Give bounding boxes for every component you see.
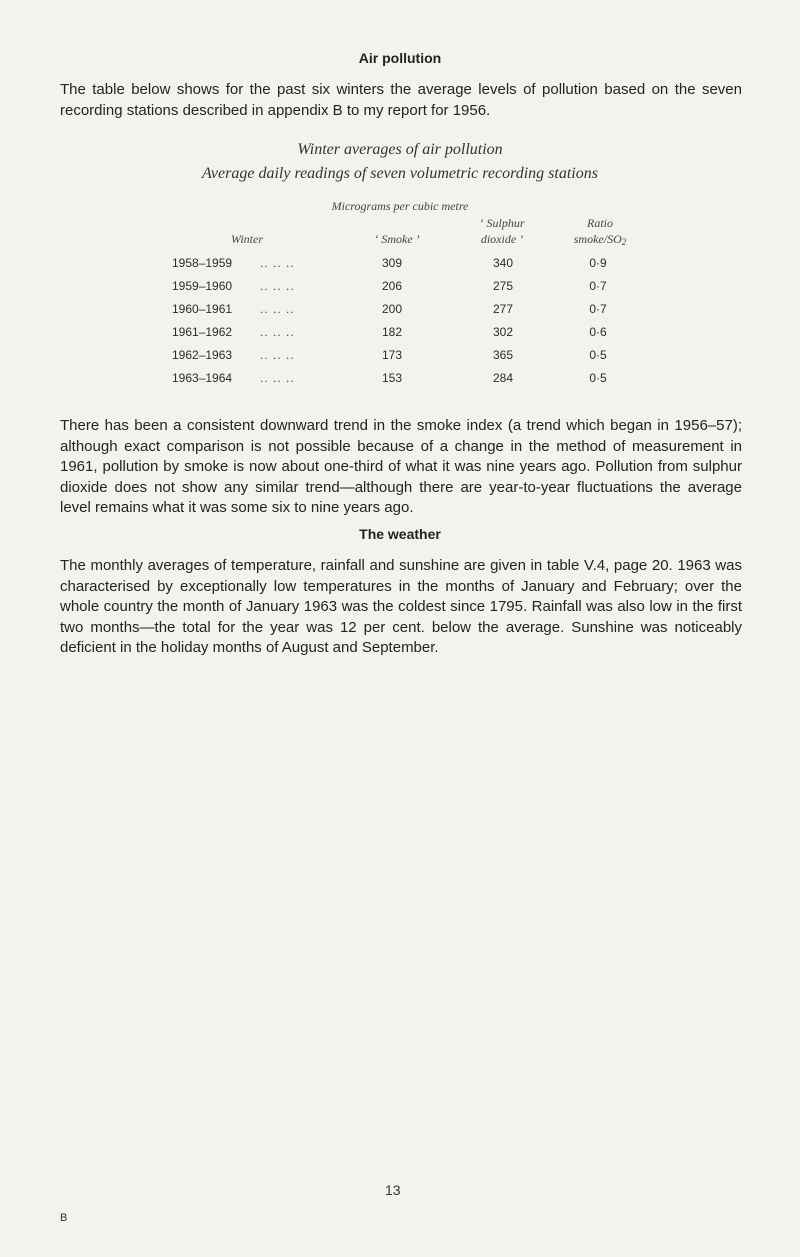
leader-dots: .. .. ..: [260, 256, 295, 270]
leader-dots: .. .. ..: [260, 348, 295, 362]
col-header-sulphur: [462, 215, 542, 247]
col-header-ratio-text: smoke/SO: [573, 232, 622, 246]
air-pollution-heading: Air pollution: [358, 50, 442, 66]
cell-so2: 275: [492, 279, 514, 293]
page-number: 13: [385, 1182, 401, 1198]
leader-dots: .. .. ..: [260, 302, 295, 316]
weather-heading: The weather: [359, 526, 441, 542]
col-header-smoke: ‘ Smoke ’: [374, 232, 420, 246]
cell-so2: 340: [492, 256, 514, 270]
table-subcaption: Average daily readings of seven volumetric recording stations: [202, 165, 598, 182]
col-header-sulphur-line1: ‘ Sulphur: [479, 216, 525, 230]
col-header-ratio-line1: Ratio: [587, 216, 613, 230]
cell-smoke: 309: [381, 256, 403, 270]
cell-winter: 1960–1961: [172, 302, 233, 316]
col-header-ratio-subscript: 2: [621, 237, 627, 247]
col-header-ratio-line2: [550, 231, 650, 250]
cell-winter: 1958–1959: [172, 256, 233, 270]
cell-winter: 1961–1962: [172, 325, 233, 339]
signature-mark: B: [60, 1212, 68, 1224]
cell-ratio: 0·5: [589, 371, 607, 385]
cell-smoke: 173: [381, 348, 403, 362]
cell-winter: 1962–1963: [172, 348, 233, 362]
cell-smoke: 153: [381, 371, 403, 385]
cell-smoke: 182: [381, 325, 403, 339]
leader-dots: .. .. ..: [260, 371, 295, 385]
cell-ratio: 0·6: [589, 325, 607, 339]
cell-winter: 1959–1960: [172, 279, 233, 293]
cell-ratio: 0·5: [589, 348, 607, 362]
col-header-ratio: [550, 215, 650, 250]
cell-ratio: 0·7: [589, 279, 607, 293]
intro-paragraph: The table below shows for the past six winters the average levels of pollution based on the seven recording stations described in appendix B to my report for 1956.: [60, 81, 742, 119]
leader-dots: .. .. ..: [260, 325, 295, 339]
cell-winter: 1963–1964: [172, 371, 233, 385]
leader-dots: .. .. ..: [260, 279, 295, 293]
cell-so2: 365: [492, 348, 514, 362]
weather-paragraph: The monthly averages of temperature, rainfall and sunshine are given in table V.4, page 20. 1963 was characterised by exceptionally low temperatures in the months of January and February; over the whole country the month of January 1963 was the coldest since 1795. Rainfall was also low in the first two months—the total for the year was 12 per cent. below the average. Sunshine was noticeably deficient in the holiday months of August and September.: [60, 557, 742, 656]
cell-ratio: 0·7: [589, 302, 607, 316]
cell-ratio: 0·9: [589, 256, 607, 270]
cell-so2: 277: [492, 302, 514, 316]
table-caption: Winter averages of air pollution: [297, 141, 503, 158]
cell-so2: 302: [492, 325, 514, 339]
table-units: Micrograms per cubic metre: [331, 199, 469, 213]
trend-paragraph: There has been a consistent downward trend in the smoke index (a trend which began in 1956–57); although exact comparison is not possible because of a change in the method of measurement in 1961, pollution by smoke is now about one-third of what it was nine years ago. Pollution from sulphur dioxide does not show any similar trend—although there are year-to-year fluctuations the average level remains what it was some six to nine years ago.: [60, 417, 742, 516]
col-header-sulphur-line2: dioxide ’: [480, 232, 524, 246]
cell-so2: 284: [492, 371, 514, 385]
cell-smoke: 200: [381, 302, 403, 316]
cell-smoke: 206: [381, 279, 403, 293]
col-header-winter: Winter: [231, 232, 263, 246]
